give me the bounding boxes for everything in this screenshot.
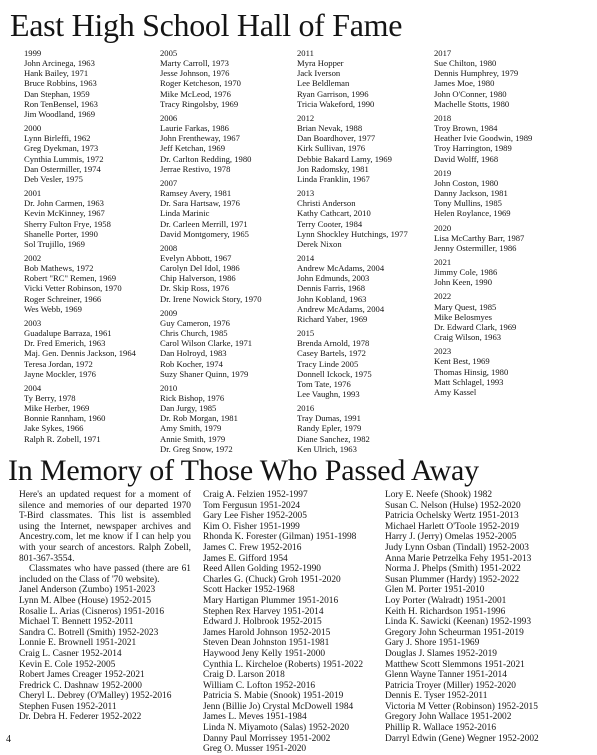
memorial-name: Patricia S. Mabie (Snook) 1951-2019 bbox=[203, 691, 344, 702]
memorial-name: Haywood Jeny Kelly 1951-2000 bbox=[203, 648, 326, 659]
inductee-name: Wes Webb, 1969 bbox=[24, 303, 82, 314]
inductee-name: Troy Harrington, 1989 bbox=[434, 143, 512, 154]
memorial-name: Greg O. Musser 1951-2020 bbox=[203, 744, 307, 755]
induction-year-group bbox=[160, 48, 262, 109]
inductee-name: Dr. Edward Clark, 1969 bbox=[434, 321, 517, 332]
inductee-name: John Coston, 1980 bbox=[434, 177, 499, 188]
induction-year: 2004 bbox=[24, 382, 42, 393]
induction-year-group bbox=[160, 243, 262, 304]
inductee-name: Chip Halverson, 1986 bbox=[160, 273, 236, 284]
inductee-name: Ron TenBensel, 1963 bbox=[24, 98, 98, 109]
memorial-column-2 bbox=[203, 490, 363, 755]
inductee-name: Bob Mathews, 1972 bbox=[24, 263, 94, 274]
inductee-name: John Edmunds, 2003 bbox=[297, 273, 370, 284]
induction-year: 2021 bbox=[434, 256, 452, 267]
memorial-name: Danny Paul Morrissey 1951-2002 bbox=[203, 733, 331, 744]
inductee-name: Dr. Sara Hartsaw, 1976 bbox=[160, 198, 240, 209]
inductee-name: Carolyn Del Idol, 1986 bbox=[160, 263, 240, 274]
memorial-name: Michael Harlett O'Toole 1952-2019 bbox=[385, 521, 520, 532]
hall-of-fame-column-4 bbox=[434, 48, 532, 401]
memorial-name: Charles G. (Chuck) Groh 1951-2020 bbox=[203, 574, 341, 585]
memorial-name: James E. Gifford 1954 bbox=[203, 553, 288, 564]
inductee-name: Guy Cameron, 1976 bbox=[160, 317, 230, 328]
inductee-name: Dr. Fred Emerich, 1963 bbox=[24, 338, 106, 349]
induction-year-group bbox=[297, 188, 408, 249]
inductee-name: Bruce Robbins, 1963 bbox=[24, 78, 97, 89]
memorial-name: Dr. Debra H. Federer 1952-2022 bbox=[19, 712, 142, 723]
inductee-name: Cynthia Lummis, 1972 bbox=[24, 153, 104, 164]
inductee-name: Annie Smith, 1979 bbox=[160, 433, 226, 444]
memorial-name: Reed Allen Golding 1952-1990 bbox=[203, 564, 321, 575]
inductee-name: John O'Conner, 1980 bbox=[434, 88, 507, 99]
inductee-name: Jimmy Cole, 1986 bbox=[434, 267, 498, 278]
inductee-name: Sherry Fulton Frye, 1958 bbox=[24, 218, 111, 229]
inductee-name: Kent Best, 1969 bbox=[434, 356, 490, 367]
inductee-name: Jake Sykes, 1966 bbox=[24, 423, 84, 434]
memorial-name: Judy Lynn Osban (Tindall) 1952-2003 bbox=[385, 542, 529, 553]
memorial-name: Stephen Rex Harvey 1951-2014 bbox=[203, 606, 324, 617]
memorial-name: Anna Marie Petrzelka Fehy 1951-2013 bbox=[385, 553, 532, 564]
inductee-name: Randy Epler, 1979 bbox=[297, 423, 362, 434]
memorial-name: Patricia Ochelsky Wertz 1951-2013 bbox=[385, 511, 519, 522]
induction-year-group bbox=[434, 346, 532, 397]
induction-year-group bbox=[24, 123, 136, 184]
inductee-name: Dr. Skip Ross, 1976 bbox=[160, 283, 230, 294]
memorial-name: William C. Lofton 1952-2016 bbox=[203, 680, 316, 691]
memorial-name: Jenn (Billie Jo) Crystal McDowell 1984 bbox=[203, 701, 354, 712]
memorial-intro-paragraph: Here's an updated request for a moment of silence and memories of our departed 1970 T-Bird classmates. This list is assembled using the Internet, newspaper archives and Ancestry.com, let me know if I can help you with your search of ancestors. Ralph Zobell, 801-367-3554. bbox=[19, 490, 191, 564]
inductee-name: Jenny Ostermiller, 1986 bbox=[434, 242, 517, 253]
inductee-name: Tray Dumas, 1991 bbox=[297, 413, 361, 424]
inductee-name: Jerrae Restivo, 1978 bbox=[160, 163, 231, 174]
induction-year-group bbox=[160, 113, 262, 174]
induction-year-group bbox=[160, 178, 262, 239]
inductee-name: Machelle Stotts, 1980 bbox=[434, 98, 510, 109]
inductee-name: John Arcinega, 1963 bbox=[24, 58, 95, 69]
inductee-name: Brenda Arnold, 1978 bbox=[297, 338, 370, 349]
inductee-name: Guadalupe Barraza, 1961 bbox=[24, 328, 112, 339]
inductee-name: Kathy Cathcart, 2010 bbox=[297, 208, 371, 219]
inductee-name: Dr. John Carmen, 1963 bbox=[24, 198, 104, 209]
inductee-name: Rob Kocher, 1974 bbox=[160, 358, 223, 369]
memorial-name: Cheryl L. Debrey (O'Malley) 1952-2016 bbox=[19, 691, 172, 702]
memorial-name: Kevin E. Cole 1952-2005 bbox=[19, 659, 116, 670]
memorial-name: Loy Porter (Walradt) 1951-2001 bbox=[385, 595, 507, 606]
inductee-name: Carol Wilson Clarke, 1971 bbox=[160, 338, 253, 349]
memorial-name: Kim O. Fisher 1951-1999 bbox=[203, 521, 300, 532]
memorial-name: Michael T. Bennett 1952-2011 bbox=[19, 617, 134, 628]
inductee-name: Kevin McKinney, 1967 bbox=[24, 208, 105, 219]
memorial-name: Scott Hacker 1952-1968 bbox=[203, 585, 295, 596]
inductee-name: Helen Roylance, 1969 bbox=[434, 208, 511, 219]
inductee-name: Richard Yaber, 1969 bbox=[297, 313, 368, 324]
memorial-name: James Harold Johnson 1952-2015 bbox=[203, 627, 331, 638]
memorial-column-3 bbox=[385, 490, 539, 744]
memorial-name: Steven Dean Johnston 1951-1981 bbox=[203, 638, 330, 649]
inductee-name: Lynn Birleffi, 1962 bbox=[24, 133, 91, 144]
inductee-name: Laurie Farkas, 1986 bbox=[160, 123, 229, 134]
inductee-name: Shanelle Porter, 1990 bbox=[24, 228, 98, 239]
inductee-name: Greg Dyekman, 1973 bbox=[24, 143, 99, 154]
inductee-name: Bonnie Rannham, 1960 bbox=[24, 413, 106, 424]
inductee-name: Brian Nevak, 1988 bbox=[297, 123, 363, 134]
inductee-name: Mike McLeod, 1976 bbox=[160, 88, 231, 99]
memorial-name: Darryl Edwin (Gene) Wegner 1952-2002 bbox=[385, 733, 539, 744]
induction-year-group bbox=[160, 308, 262, 379]
hall-of-fame-list bbox=[0, 48, 597, 453]
memorial-name: Douglas J. Slames 1952-2019 bbox=[385, 648, 497, 659]
induction-year-group bbox=[434, 291, 532, 342]
inductee-name: Teresa Jordan, 1972 bbox=[24, 358, 93, 369]
inductee-name: Jeff Ketchan, 1969 bbox=[160, 143, 225, 154]
memorial-name: Stephen Fusen 1952-2011 bbox=[19, 701, 117, 712]
inductee-name: Roger Ketcheson, 1970 bbox=[160, 78, 241, 89]
inductee-name: John Keen, 1990 bbox=[434, 277, 492, 288]
memorial-name: Sandra C. Botrell (Smith) 1952-2023 bbox=[19, 627, 159, 638]
induction-year: 2012 bbox=[297, 112, 315, 123]
memorial-name: Robert James Creager 1952-2021 bbox=[19, 670, 145, 681]
inductee-name: Dr. Carlton Redding, 1980 bbox=[160, 153, 252, 164]
memorial-name: Lynn M. Albee (House) 1952-2015 bbox=[19, 595, 152, 606]
induction-year: 2016 bbox=[297, 403, 315, 414]
memorial-name: Susan C. Nelson (Hulse) 1952-2020 bbox=[385, 500, 521, 511]
inductee-name: Jayne Mockler, 1976 bbox=[24, 368, 96, 379]
inductee-name: John Kobland, 1963 bbox=[297, 293, 367, 304]
inductee-name: Suzy Shaner Quinn, 1979 bbox=[160, 368, 249, 379]
inductee-name: Dan Holroyd, 1983 bbox=[160, 348, 227, 359]
inductee-name: Robert "RC" Remen, 1969 bbox=[24, 273, 116, 284]
memorial-name: Tom Fergusun 1951-2024 bbox=[203, 500, 301, 511]
memorial-name: Rhonda K. Forester (Gilman) 1951-1998 bbox=[203, 532, 357, 543]
induction-year-group bbox=[24, 48, 136, 119]
inductee-name: Chris Church, 1985 bbox=[160, 328, 228, 339]
inductee-name: Dan Stephan, 1959 bbox=[24, 88, 90, 99]
inductee-name: Jon Radomsky, 1981 bbox=[297, 163, 369, 174]
page-title: East High School Hall of Fame bbox=[10, 7, 403, 43]
inductee-name: Jesse Johnson, 1976 bbox=[160, 68, 230, 79]
inductee-name: Roger Schreiner, 1966 bbox=[24, 293, 102, 304]
inductee-name: Sol Trujillo, 1969 bbox=[24, 238, 85, 249]
inductee-name: Sue Chilton, 1980 bbox=[434, 58, 497, 69]
inductee-name: Andrew McAdams, 2004 bbox=[297, 263, 385, 274]
hall-of-fame-column-1 bbox=[24, 48, 136, 448]
inductee-name: Ty Berry, 1978 bbox=[24, 393, 76, 403]
inductee-name: Terry Cooter, 1984 bbox=[297, 218, 363, 229]
inductee-name: James Moe, 1980 bbox=[434, 78, 495, 89]
induction-year: 2015 bbox=[297, 328, 315, 339]
inductee-name: Hank Bailey, 1971 bbox=[24, 68, 89, 79]
inductee-name: Linda Marinic bbox=[160, 208, 210, 219]
inductee-name: Andrew McAdams, 2004 bbox=[297, 303, 385, 314]
memorial-name: Janel Anderson (Zumbo) 1951-2023 bbox=[19, 585, 156, 596]
memorial-name: Dennis E. Tyser 1952-2011 bbox=[385, 691, 488, 702]
inductee-name: Dr. Irene Nowick Story, 1970 bbox=[160, 293, 262, 304]
memorial-section bbox=[0, 490, 597, 755]
memorial-name: Edward J. Holbrook 1952-2015 bbox=[203, 617, 322, 628]
inductee-name: Dr. Greg Snow, 1972 bbox=[160, 443, 233, 454]
inductee-name: Matt Schlagel, 1993 bbox=[434, 376, 504, 387]
memorial-name: Fredrick C. Dashnaw 1952-2000 bbox=[19, 680, 142, 691]
inductee-name: Deb Vesler, 1975 bbox=[24, 173, 83, 184]
induction-year-group bbox=[160, 383, 262, 454]
inductee-name: Dennis Farris, 1968 bbox=[297, 283, 366, 294]
memorial-name: Linda K. Sawicki (Keenan) 1952-1993 bbox=[385, 617, 532, 628]
memorial-count-paragraph: Classmates who have passed (there are 61 included on the Class of '70 website). bbox=[19, 564, 191, 585]
induction-year: 2020 bbox=[434, 222, 452, 233]
induction-year: 2005 bbox=[160, 48, 178, 58]
memorial-name: Gary Lee Fisher 1952-2005 bbox=[203, 511, 307, 522]
inductee-name: Jim Woodland, 1969 bbox=[24, 108, 96, 119]
inductee-name: David Montgomery, 1965 bbox=[160, 228, 249, 239]
inductee-name: Amy Smith, 1979 bbox=[160, 423, 222, 434]
inductee-name: Mike Belosmyes bbox=[434, 311, 493, 322]
inductee-name: Marty Carroll, 1973 bbox=[160, 58, 229, 69]
inductee-name: Craig Wilson, 1963 bbox=[434, 332, 502, 343]
inductee-name: Derek Nixon bbox=[297, 238, 342, 249]
inductee-name: David Wolff, 1968 bbox=[434, 153, 499, 164]
induction-year: 2010 bbox=[160, 382, 178, 393]
memorial-name: Harry J. (Jerry) Omelas 1952-2005 bbox=[385, 532, 517, 543]
memorial-name: Linda N. Miyamoto (Salas) 1952-2020 bbox=[203, 723, 350, 734]
memorial-name: James L. Meves 1951-1984 bbox=[203, 712, 307, 723]
memorial-name: Gregory John Scheurman 1951-2019 bbox=[385, 627, 524, 638]
inductee-name: Tony Mullins, 1985 bbox=[434, 198, 502, 209]
memorial-name: Phillip R. Wallace 1952-2016 bbox=[385, 723, 497, 734]
inductee-name: Ralph R. Zobell, 1971 bbox=[24, 433, 101, 444]
inductee-name: Casey Bartels, 1972 bbox=[297, 348, 366, 359]
inductee-name: Troy Brown, 1984 bbox=[434, 123, 498, 134]
inductee-name: Amy Kassel bbox=[434, 386, 477, 397]
inductee-name: Ken Ulrich, 1963 bbox=[297, 443, 357, 454]
induction-year: 2017 bbox=[434, 48, 452, 58]
induction-year-group bbox=[24, 383, 136, 444]
inductee-name: Tom Tate, 1976 bbox=[297, 378, 351, 389]
inductee-name: Debbie Bakard Lamy, 1969 bbox=[297, 153, 392, 164]
induction-year-group bbox=[434, 168, 532, 219]
inductee-name: Lisa McCarthy Barr, 1987 bbox=[434, 232, 525, 243]
induction-year: 2019 bbox=[434, 167, 452, 178]
inductee-name: Kirk Sullivan, 1976 bbox=[297, 143, 366, 154]
induction-year: 2023 bbox=[434, 346, 452, 357]
induction-year-group bbox=[434, 48, 532, 109]
inductee-name: Ryan Garrison, 1996 bbox=[297, 88, 369, 99]
memorial-name: Susan Plummer (Hardy) 1952-2022 bbox=[385, 574, 520, 585]
induction-year: 2003 bbox=[24, 317, 42, 328]
memorial-name: Glen M. Porter 1951-2010 bbox=[385, 585, 485, 596]
induction-year-group bbox=[297, 48, 408, 109]
memorial-name: Craig L. Casner 1952-2014 bbox=[19, 648, 122, 659]
memorial-name: Cynthia L. Kircheloe (Roberts) 1951-2022 bbox=[203, 659, 364, 670]
inductee-name: Vicki Vetter Robinson, 1970 bbox=[24, 283, 122, 294]
inductee-name: Dan Boardhover, 1977 bbox=[297, 133, 376, 144]
memorial-name: Rosalie L. Arias (Cisneros) 1951-2016 bbox=[19, 606, 165, 617]
memorial-name: Glenn Wayne Tanner 1951-2014 bbox=[385, 670, 507, 681]
memorial-name: James C. Frew 1952-2016 bbox=[203, 542, 302, 553]
induction-year-group bbox=[297, 403, 408, 454]
induction-year-group bbox=[24, 188, 136, 249]
induction-year: 2013 bbox=[297, 188, 315, 199]
inductee-name: Donnell Ickock, 1975 bbox=[297, 368, 372, 379]
induction-year: 2002 bbox=[24, 252, 42, 263]
inductee-name: Linda Franklin, 1967 bbox=[297, 173, 370, 184]
memorial-name: Victoria M Vetter (Robinson) 1952-2015 bbox=[385, 701, 538, 712]
inductee-name: Ramsey Avery, 1981 bbox=[160, 188, 232, 199]
inductee-name: Tracy Linde 2005 bbox=[297, 358, 359, 369]
induction-year-group bbox=[434, 113, 532, 164]
inductee-name: Tracy Ringolsby, 1969 bbox=[160, 98, 239, 109]
induction-year: 1999 bbox=[24, 48, 42, 58]
memorial-name-list-1 bbox=[19, 585, 191, 723]
inductee-name: Lee Beldleman bbox=[297, 78, 350, 89]
hall-of-fame-column-3 bbox=[297, 48, 408, 458]
induction-year: 2008 bbox=[160, 242, 178, 253]
induction-year: 2011 bbox=[297, 48, 314, 58]
memorial-name: Norma J. Phelps (Smith) 1951-2022 bbox=[385, 564, 521, 575]
inductee-name: Rick Bishop, 1976 bbox=[160, 393, 225, 403]
induction-year-group bbox=[297, 253, 408, 324]
induction-year-group bbox=[297, 113, 408, 184]
induction-year: 2018 bbox=[434, 112, 452, 123]
induction-year: 2009 bbox=[160, 307, 178, 318]
inductee-name: Christi Anderson bbox=[297, 198, 356, 209]
inductee-name: Evelyn Abbott, 1967 bbox=[160, 252, 232, 263]
induction-year-group bbox=[434, 223, 532, 253]
inductee-name: Dr. Rob Morgan, 1981 bbox=[160, 413, 238, 424]
inductee-name: Lee Vaughn, 1993 bbox=[297, 389, 360, 399]
inductee-name: Thomas Hinsig, 1980 bbox=[434, 366, 509, 377]
memorial-name: Keith H. Richardson 1951-1996 bbox=[385, 606, 506, 617]
inductee-name: Mary Quest, 1985 bbox=[434, 301, 497, 312]
induction-year: 2014 bbox=[297, 252, 315, 263]
inductee-name: Danny Jackson, 1981 bbox=[434, 188, 508, 199]
inductee-name: Mike Herber, 1969 bbox=[24, 403, 90, 414]
memorial-name: Gary J. Shore 1951-1969 bbox=[385, 638, 480, 649]
induction-year-group bbox=[297, 328, 408, 399]
inductee-name: Heather Ivie Goodwin, 1989 bbox=[434, 133, 533, 144]
inductee-name: Dan Ostermiller, 1974 bbox=[24, 163, 101, 174]
induction-year-group bbox=[24, 318, 136, 379]
inductee-name: Myra Hopper bbox=[297, 58, 344, 69]
hall-of-fame-column-2 bbox=[160, 48, 262, 458]
page-number: 4 bbox=[6, 734, 11, 745]
induction-year-group bbox=[434, 257, 532, 287]
inductee-name: Diane Sanchez, 1982 bbox=[297, 433, 370, 444]
induction-year: 2000 bbox=[24, 123, 42, 134]
memorial-name: Matthew Scott Slemmons 1951-2021 bbox=[385, 659, 525, 670]
induction-year: 2006 bbox=[160, 112, 178, 123]
memorial-title: In Memory of Those Who Passed Away bbox=[8, 454, 479, 487]
inductee-name: John Frentheway, 1967 bbox=[160, 133, 240, 144]
induction-year: 2007 bbox=[160, 177, 178, 188]
memorial-name: Craig A. Felzien 1952-1997 bbox=[203, 490, 308, 500]
memorial-name: Mary Hartigan Plummer 1951-2016 bbox=[203, 595, 339, 606]
inductee-name: Dan Jurgy, 1985 bbox=[160, 403, 217, 414]
inductee-name: Tricia Wakeford, 1990 bbox=[297, 98, 375, 109]
inductee-name: Lynn Shockley Hutchings, 1977 bbox=[297, 228, 408, 239]
memorial-name: Gregory John Wallace 1951-2002 bbox=[385, 712, 512, 723]
inductee-name: Jack Iverson bbox=[297, 68, 341, 79]
inductee-name: Dennis Humphrey, 1979 bbox=[434, 68, 519, 79]
induction-year: 2022 bbox=[434, 291, 452, 302]
memorial-column-1 bbox=[19, 490, 191, 723]
memorial-name: Lory E. Neefe (Shook) 1982 bbox=[385, 490, 493, 500]
memorial-name: Patricia Troyer (Miller) 1952-2020 bbox=[385, 680, 516, 691]
inductee-name: Maj. Gen. Dennis Jackson, 1964 bbox=[24, 348, 136, 359]
memorial-name: Craig D. Larson 2018 bbox=[203, 670, 285, 681]
inductee-name: Dr. Carleen Merrill, 1971 bbox=[160, 218, 248, 229]
induction-year: 2001 bbox=[24, 188, 42, 199]
induction-year-group bbox=[24, 253, 136, 314]
memorial-name: Lonnie E. Brownell 1951-2021 bbox=[19, 638, 137, 649]
